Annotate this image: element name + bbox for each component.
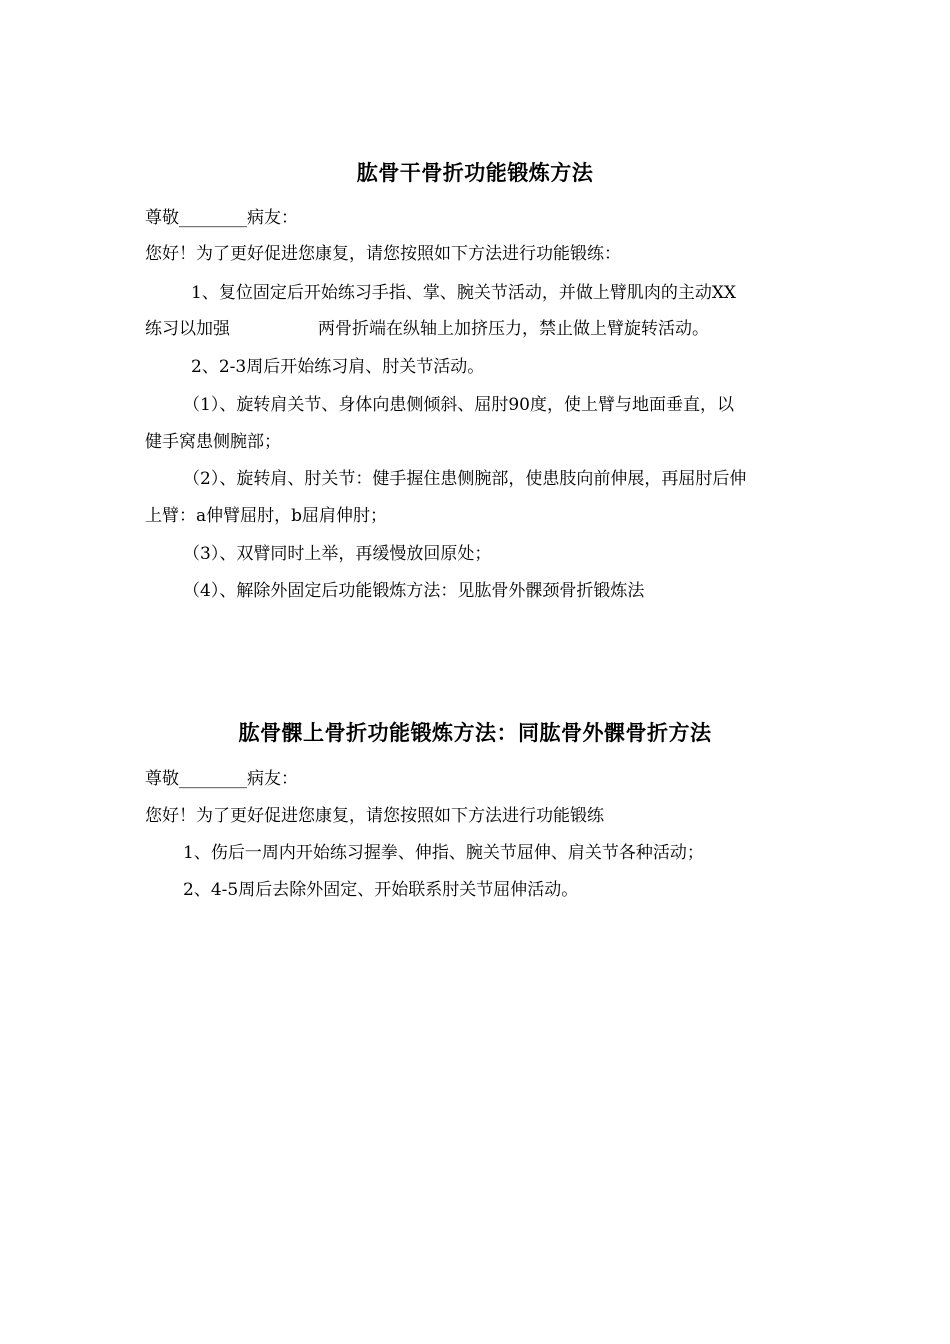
section1-sub1-line1: （1）、旋转肩关节、身体向患侧倾斜、屈肘90度，使上臂与地面垂直，以 [183,395,734,415]
section2-item1: 1、伤后一周内开始练习握拳、伸指、腕关节屈伸、肩关节各种活动； [183,843,704,863]
section2-intro: 您好！为了更好促进您康复，请您按照如下方法进行功能锻练 [145,806,604,826]
section1-greeting: 尊敬________病友： [145,208,298,228]
section2-greeting: 尊敬________病友： [145,769,298,789]
section1-title: 肱骨干骨折功能锻炼方法 [356,160,594,185]
section2-title: 肱骨髁上骨折功能锻炼方法：同肱骨外髁骨折方法 [238,720,712,745]
section1-item1-line1: 1、复位固定后开始练习手指、掌、腕关节活动，并做上臂肌肉的主动XX [191,283,737,303]
section1-sub3: （3）、双臂同时上举，再缓慢放回原处； [183,544,492,564]
section1-sub1-line2: 健手窝患侧腕部； [145,432,281,452]
section1-item2: 2、2-3周后开始练习肩、肘关节活动。 [191,357,485,377]
section2-item2: 2、4-5周后去除外固定、开始联系肘关节屈伸活动。 [183,880,579,900]
section1-sub2-line2: 上臂：a伸臂屈肘，b屈肩伸肘； [145,506,388,526]
section1-item1-line2b: 两骨折端在纵轴上加挤压力，禁止做上臂旋转活动。 [318,319,709,339]
section1-sub2-line1: （2）、旋转肩、肘关节：健手握住患侧腕部，使患肢向前伸展，再屈肘后伸 [183,469,747,489]
section1-intro: 您好！为了更好促进您康复，请您按照如下方法进行功能锻练： [145,244,621,264]
section1-item1-line2a: 练习以加强 [145,319,230,339]
section1-sub4: （4）、解除外固定后功能锻炼方法：见肱骨外髁颈骨折锻炼法 [183,581,645,601]
